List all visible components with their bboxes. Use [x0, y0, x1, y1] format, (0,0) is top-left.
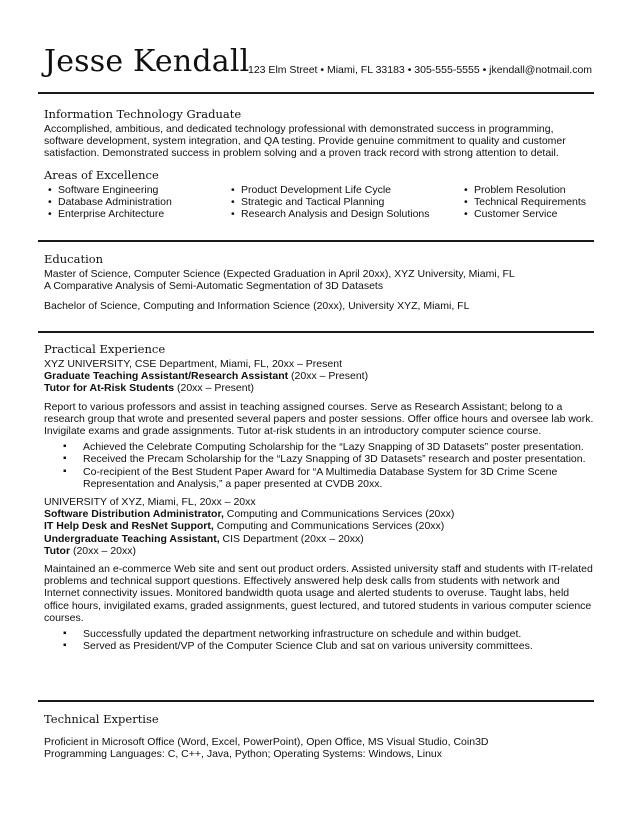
list-item: ▪ Served as President/VP of the Computer Science Club and sat on various university committees.: [44, 640, 596, 652]
employer-line: XYZ UNIVERSITY, CSE Department, Miami, FL, 20xx – Present: [44, 358, 342, 370]
list-item: • Customer Service: [460, 208, 586, 220]
job-role: [44, 382, 596, 394]
job-role: [44, 508, 596, 520]
education-degree: Bachelor of Science, Computing and Information Science (20xx), University XYZ, Miami, FL: [44, 300, 470, 313]
role-dates: (20xx – Present): [174, 382, 255, 395]
section-title: Information Technology Graduate: [44, 107, 242, 121]
role-title: Tutor: [44, 544, 71, 557]
job-description: Report to various professors and assist in teaching assigned courses. Serve as Research Assistant; belong to a research group that wrote and presented several papers and poster sessions. Offer office hours and oversee lab work. Invigilate exams and grade assignments. Tutor at-risk students in an introductory computer science course.: [44, 400, 594, 438]
areas-column-1: [44, 184, 172, 221]
role-dates: (20xx – Present): [288, 370, 369, 383]
education-section: [44, 252, 596, 313]
candidate-name: Jesse Kendall: [44, 44, 250, 79]
technical-section: [44, 712, 596, 760]
achievement-list: [44, 441, 596, 490]
technical-line: Programming Languages: C, C++, Java, Python; Operating Systems: Windows, Linux: [44, 748, 443, 761]
list-item: ▪ Co-recipient of the Best Student Paper Award for “A Multimedia Database System for 3D Crime Scene Representation and Analysis,” a paper presented at CVDB 20xx.: [44, 466, 596, 490]
list-item: • Problem Resolution: [460, 184, 586, 196]
section-title: Areas of Excellence: [44, 167, 159, 182]
list-item: • Software Engineering: [44, 184, 172, 196]
list-item: ▪ Received the Precam Scholarship for the “Lazy Snapping of 3D Datasets” research and poster presentation.: [44, 453, 596, 465]
divider: [38, 240, 594, 242]
divider: [38, 700, 594, 702]
technical-line: Proficient in Microsoft Office (Word, Excel, PowerPoint), Open Office, MS Visual Studio, Coin3D: [44, 736, 489, 748]
job-role: [44, 545, 596, 557]
section-title: Education: [44, 252, 104, 266]
role-title: Graduate Teaching Assistant/Research Assistant: [44, 370, 289, 383]
summary-section: [44, 107, 596, 224]
summary-text: Accomplished, ambitious, and dedicated technology professional with demonstrated success in programming, software development, system integration, and QA testing. Provide genuine commitment to quality and customer satisfaction. Demonstrated success in problem solving and a proven track record with strong attention to detail.: [44, 123, 566, 160]
divider: [38, 331, 594, 333]
areas-column-2: [227, 184, 430, 221]
list-item: • Product Development Life Cycle: [227, 184, 430, 196]
areas-column-3: [460, 184, 586, 221]
list-item: • Database Administration: [44, 196, 172, 208]
section-title: Technical Expertise: [44, 712, 159, 726]
education-thesis: A Comparative Analysis of Semi-Automatic Segmentation of 3D Datasets: [44, 280, 384, 293]
employer-line: UNIVERSITY of XYZ, Miami, FL, 20xx – 20xx: [44, 496, 256, 509]
section-title: Practical Experience: [44, 342, 166, 356]
education-degree: Master of Science, Computer Science (Expected Graduation in April 20xx), XYZ University, Miami, FL: [44, 268, 515, 280]
role-detail: (20xx – 20xx): [70, 544, 136, 557]
job-description: Maintained an e-commerce Web site and sent out product orders. Assisted university staff and students with IT-related problems and technical support questions. Effectively answered help desk calls from students with network and Internet connectivity issues. Monitored bandwidth quota usage and alerted students to overuse. Taught labs, held office hours, invigilated exams, graded assignments, guest lectured, and tutored students in various computer science courses.: [44, 563, 593, 624]
role-title: Software Distribution Administrator,: [44, 508, 224, 521]
role-title: IT Help Desk and ResNet Support,: [44, 520, 214, 533]
contact-line: 123 Elm Street • Miami, FL 33183 • 305-555-5555 • jkendall@notmail.com: [248, 64, 593, 76]
list-item: • Technical Requirements: [460, 196, 586, 208]
job-role: [44, 370, 596, 382]
job-role: [44, 533, 596, 545]
role-detail: Computing and Communications Services (20xx): [223, 508, 455, 521]
role-title: Undergraduate Teaching Assistant,: [44, 532, 220, 545]
list-item: ▪ Achieved the Celebrate Computing Scholarship for the “Lazy Snapping of 3D Datasets” poster presentation.: [44, 441, 596, 453]
list-item: • Strategic and Tactical Planning: [227, 196, 430, 208]
experience-section: [44, 342, 596, 652]
job-role: [44, 520, 596, 532]
role-title: Tutor for At-Risk Students: [44, 382, 175, 395]
role-detail: Computing and Communications Services (20xx): [213, 520, 445, 533]
list-item: • Research Analysis and Design Solutions: [227, 208, 430, 220]
divider: [38, 92, 594, 94]
areas-columns: [44, 184, 596, 224]
achievement-list: [44, 628, 596, 652]
role-detail: CIS Department (20xx – 20xx): [219, 532, 364, 545]
list-item: • Enterprise Architecture: [44, 208, 172, 220]
list-item: ▪ Successfully updated the department networking infrastructure on schedule and within budget.: [44, 628, 596, 640]
